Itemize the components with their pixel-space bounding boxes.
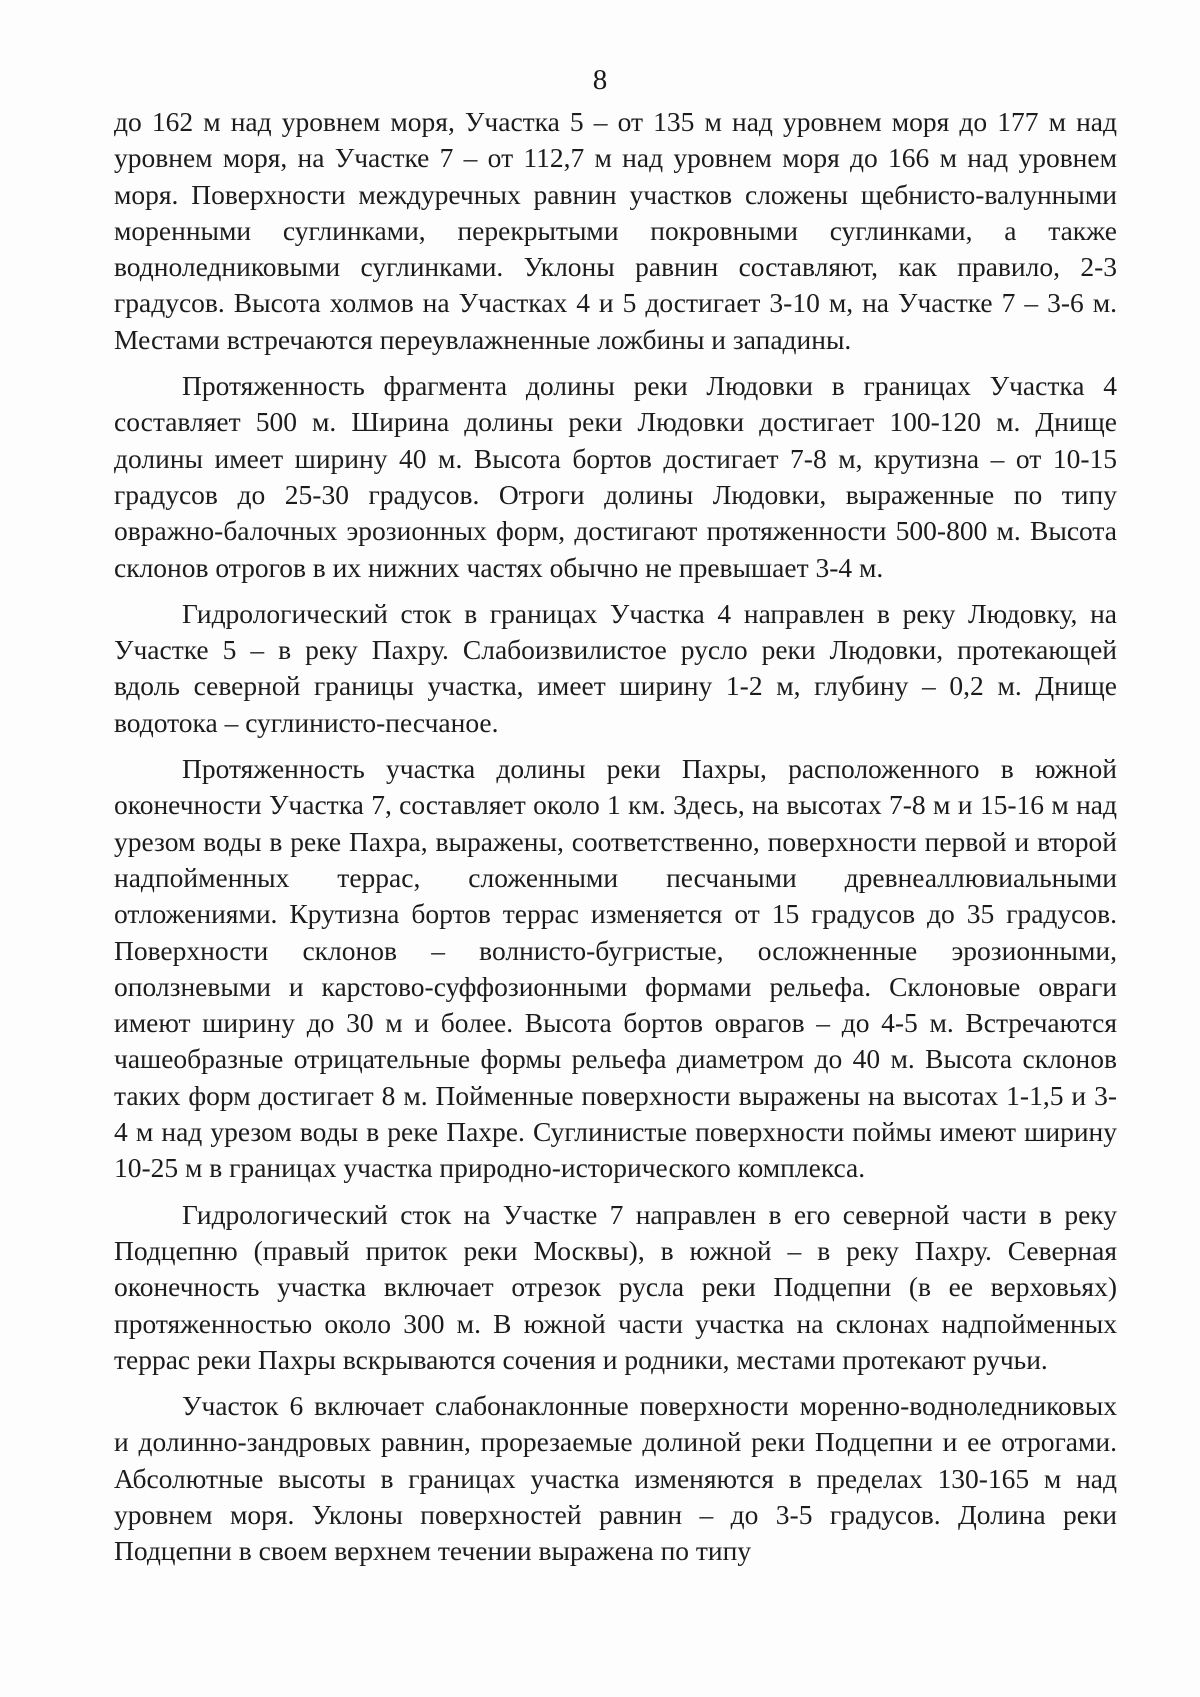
paragraph-4: Протяженность участка долины реки Пахры, расположенного в южной оконечности Участка 7, составляет около 1 км. Здесь, на высотах 7-8 м и 15-16 м над урезом воды в реке Пахра, выражены, соответственно, поверхности первой и второй надпойменных террас, сложенными песчаными древнеаллювиальными отложениями. Крутизна бортов террас изменяется от 15 градусов до 35 градусов. Поверхности склонов – волнисто-бугристые, осложненные эрозионными, оползневыми и карстово-суффозионными формами рельефа. Склоновые овраги имеют ширину до 30 м и более. Высота бортов оврагов – до 4-5 м. Встречаются чашеобразные отрицательные формы рельефа диаметром до 40 м. Высота склонов таких форм достигает 8 м. Пойменные поверхности выражены на высотах 1-1,5 и 3-4 м над урезом воды в реке Пахре. Суглинистые поверхности поймы имеют ширину 10-25 м в границах участка природно-исторического комплекса. [114,753,1117,1184]
page-number: 8 [592,64,608,96]
paragraph-1: до 162 м над уровнем моря, Участка 5 – от 135 м над уровнем моря до 177 м над уровнем моря, на Участке 7 – от 112,7 м над уровнем моря до 166 м над уровнем моря. Поверхности междуречных равнин участков сложены щебнисто-валунными моренными суглинками, перекрытыми покровными суглинками, а также водноледниковыми суглинками. Уклоны равнин составляют, как правило, 2-3 градусов. Высота холмов на Участках 4 и 5 достигает 3-10 м, на Участке 7 – 3-6 м. Местами встречаются переувлажненные ложбины и западины. [114,106,1117,355]
paragraph-2: Протяженность фрагмента долины реки Людовки в границах Участка 4 составляет 500 м. Ширина долины реки Людовки достигает 100-120 м. Днище долины имеет ширину 40 м. Высота бортов достигает 7-8 м, крутизна – от 10-15 градусов до 25-30 градусов. Отроги долины Людовки, выраженные по типу овражно-балочных эрозионных форм, достигают протяженности 500-800 м. Высота склонов отрогов в их нижних частях обычно не превышает 3-4 м. [114,370,1117,583]
paragraph-3: Гидрологический сток в границах Участка 4 направлен в реку Людовку, на Участке 5 – в реку Пахру. Слабоизвилистое русло реки Людовки, протекающей вдоль северной границы участка, имеет ширину 1-2 м, глубину – 0,2 м. Днище водотока – суглинисто-песчаное. [114,597,1117,738]
paragraph-5: Гидрологический сток на Участке 7 направлен в его северной части в реку Подцепню (правый приток реки Москвы), в южной – в реку Пахру. Северная оконечность участка включает отрезок русла реки Подцепни (в ее верховьях) протяженностью около 300 м. В южной части участка на склонах надпойменных террас реки Пахры вскрываются сочения и родники, местами протекают ручьи. [114,1198,1117,1375]
paragraph-6: Участок 6 включает слабонаклонные поверхности моренно-водноледниковых и долинно-зандровых равнин, прорезаемые долиной реки Подцепни и ее отрогами. Абсолютные высоты в границах участка изменяются в пределах 130-165 м над уровнем моря. Уклоны поверхностей равнин – до 3-5 градусов. Долина реки Подцепни в своем верхнем течении выражена по типу [114,1390,1117,1567]
document-body [114,104,1117,1580]
